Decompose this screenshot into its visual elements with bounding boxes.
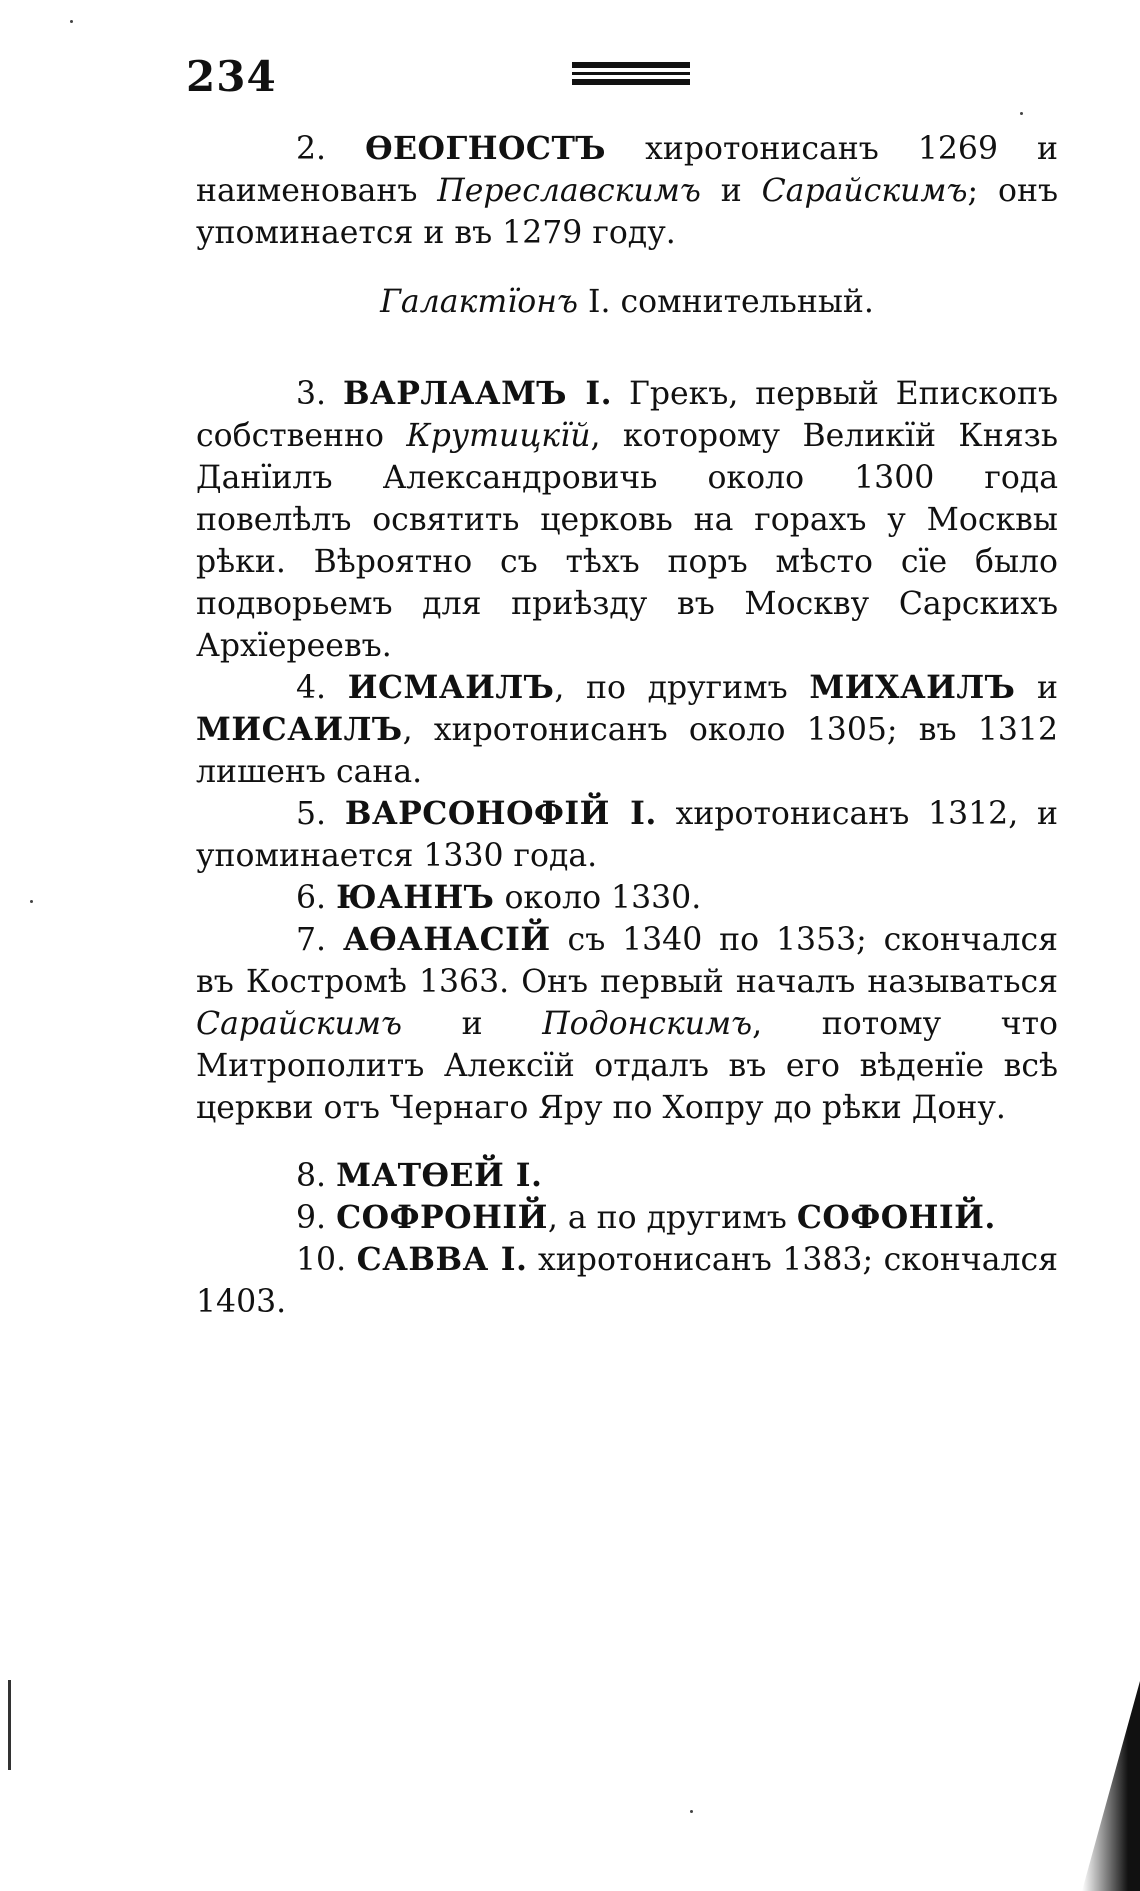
entry-4 — [196, 667, 1058, 793]
entry-italic-text: Подонскимъ — [542, 1006, 753, 1042]
bishop-name: ЮАННЪ — [336, 879, 495, 916]
entry-text: ; онъ упоминается и въ 1279 году. — [196, 173, 1058, 251]
entry-9 — [196, 1197, 1058, 1239]
bishop-alt-name: МИСАИЛЪ — [196, 711, 403, 748]
bishop-alt-name: СОФОНIЙ. — [796, 1199, 996, 1236]
entry-text: и — [1015, 670, 1058, 706]
entry-7 — [196, 919, 1058, 1129]
entry-text: хиротонисанъ 1312, и упоминается 1330 года. — [196, 796, 1058, 874]
bishop-alt-name: МИХАИЛЪ — [809, 669, 1016, 706]
entry-text: съ 1340 по 1353; скончался въ Костромѣ 1363. Онъ первый началъ называться — [196, 922, 1059, 1000]
entry-number: 10. — [296, 1242, 347, 1278]
entry-3 — [196, 373, 1058, 667]
entry-text: , а по другимъ — [547, 1200, 797, 1236]
heading-text: I. сомнительный. — [578, 284, 874, 320]
bishop-name: ѲЕОГНОСТЪ — [365, 130, 607, 167]
entry-number: 4. — [296, 670, 327, 706]
entry-2 — [196, 128, 1058, 254]
page-number: 234 — [186, 52, 277, 101]
entry-number: 9. — [296, 1200, 327, 1236]
entry-italic-text: Переславскимъ — [437, 173, 701, 209]
page-corner-shadow — [1082, 1681, 1140, 1891]
entry-number: 2. — [296, 131, 327, 167]
entry-paragraph — [196, 373, 1058, 667]
entry-italic-text: Крутицкïй — [406, 418, 591, 454]
entry-text: Грекъ, первый Епископъ собственно — [196, 376, 1059, 454]
rule-bar-bottom — [572, 79, 690, 85]
entry-italic-text: Сарайскимъ — [761, 173, 968, 209]
entry-text: , которому Великïй Князь Данïилъ Александровичь около 1300 года повелѣлъ освятить церковь на горахъ у Москвы рѣки. Вѣроятно съ тѣхъ поръ мѣсто сïе было подворьемъ для приѣзду въ Москву Сарскихъ Архïереевъ. — [196, 418, 1058, 664]
entry-number: 3. — [296, 376, 327, 412]
entry-number: 6. — [296, 880, 327, 916]
entry-number: 5. — [296, 796, 327, 832]
section-heading — [196, 281, 1058, 323]
entry-text: и — [401, 1006, 543, 1042]
bishop-name: ВАРЛААМЪ I. — [342, 375, 613, 412]
entry-number: 7. — [296, 922, 327, 958]
scan-speck — [690, 1810, 693, 1813]
entry-text: хиротонисанъ 1383; скончался 1403. — [196, 1242, 1059, 1320]
entry-text: около 1330. — [494, 880, 702, 916]
entry-text: , по другимъ — [554, 670, 810, 706]
scan-edge-mark — [8, 1680, 11, 1770]
entry-6 — [196, 877, 1058, 919]
entry-italic-text: Сарайскимъ — [196, 1006, 402, 1042]
entry-paragraph — [196, 128, 1058, 254]
rule-bar-middle — [572, 72, 690, 75]
bishop-name: САВВА I. — [356, 1241, 528, 1278]
scan-speck — [70, 20, 73, 23]
rule-bar-top — [572, 62, 690, 68]
entry-number: 8. — [296, 1158, 327, 1194]
bishop-name: МАТѲЕЙ I. — [336, 1157, 543, 1194]
heading-italic-name: Галактïонъ — [380, 284, 579, 320]
header-ornament-rule — [572, 62, 690, 86]
entry-text: и — [700, 173, 762, 209]
scan-speck — [30, 900, 33, 903]
entry-8 — [196, 1155, 1058, 1197]
entry-text: , хиротонисанъ около 1305; въ 1312 лишенъ сана. — [196, 712, 1058, 790]
entry-text: , потому что Митрополитъ Алексïй отдалъ въ его вѣденïе всѣ церкви отъ Чернаго Яру по Хопру до рѣки Дону. — [196, 1006, 1058, 1126]
bishop-name: АѲАНАСIЙ — [342, 921, 551, 958]
bishop-name: ВАРСОНОФIЙ I. — [344, 795, 657, 832]
bishop-name: ИСМАИЛЪ — [347, 669, 555, 706]
entry-text: хиротонисанъ 1269 и наименованъ — [196, 131, 1058, 209]
bishop-name: СОФРОНIЙ — [336, 1199, 548, 1236]
entry-5 — [196, 793, 1058, 877]
scan-speck — [1020, 112, 1023, 115]
entry-10 — [196, 1239, 1058, 1323]
entries-block — [196, 667, 1058, 1323]
heading-line — [196, 281, 1058, 323]
